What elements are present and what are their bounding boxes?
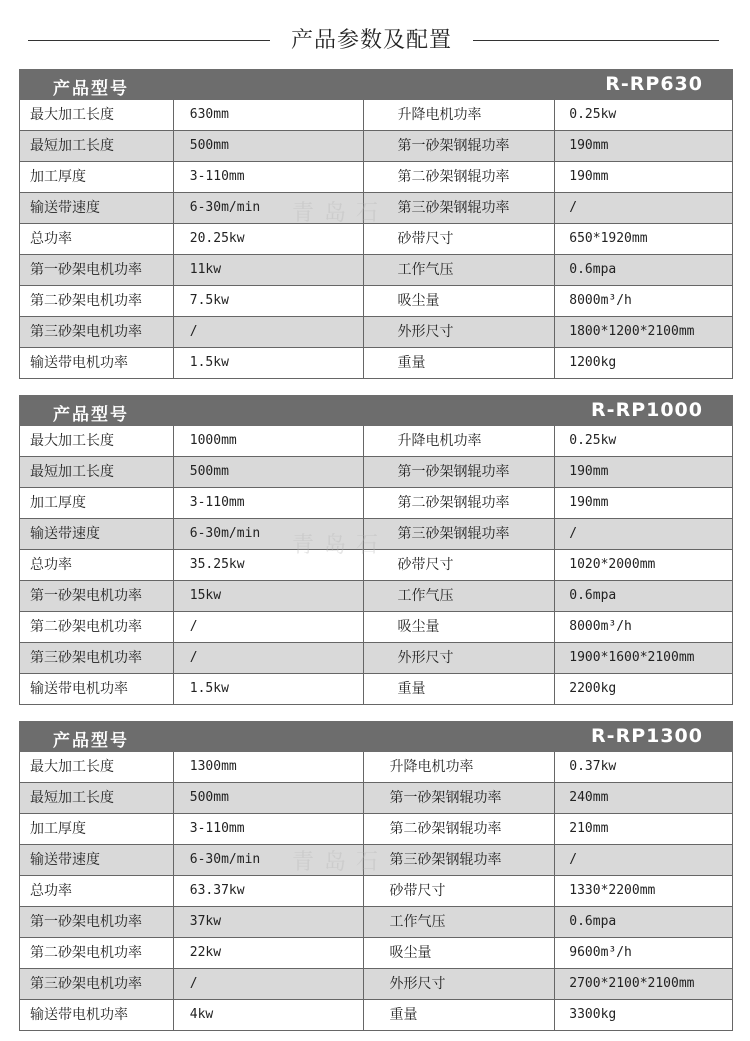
param-label: 第二砂架电机功率 xyxy=(20,612,174,642)
param-label: 第一砂架钢辊功率 xyxy=(364,457,556,487)
param-label: 第一砂架电机功率 xyxy=(20,907,174,937)
table-row xyxy=(19,674,733,705)
param-value: 6-30m/min xyxy=(174,845,364,875)
param-label: 第三砂架钢辊功率 xyxy=(364,519,556,549)
table-row xyxy=(19,317,733,348)
param-label: 第三砂架电机功率 xyxy=(20,643,174,673)
model-header-label: 产品型号 xyxy=(53,405,129,425)
table-header xyxy=(19,721,733,752)
param-label: 输送带速度 xyxy=(20,845,174,875)
param-label: 加工厚度 xyxy=(20,162,174,192)
param-label: 加工厚度 xyxy=(20,814,174,844)
table-header xyxy=(19,69,733,100)
param-value: 8000m³/h xyxy=(555,612,733,642)
param-label: 外形尺寸 xyxy=(364,317,556,347)
table-row xyxy=(19,876,733,907)
param-label: 最大加工长度 xyxy=(20,100,174,130)
param-value: / xyxy=(174,969,364,999)
param-value: 190mm xyxy=(555,162,733,192)
param-value: / xyxy=(555,193,733,223)
param-label: 第二砂架电机功率 xyxy=(20,938,174,968)
param-value: 0.6mpa xyxy=(555,581,733,611)
table-row xyxy=(19,488,733,519)
table-row xyxy=(19,224,733,255)
param-value: 190mm xyxy=(555,457,733,487)
table-row xyxy=(19,426,733,457)
param-label: 第三砂架电机功率 xyxy=(20,317,174,347)
param-label: 总功率 xyxy=(20,224,174,254)
param-value: 0.6mpa xyxy=(555,255,733,285)
table-row xyxy=(19,519,733,550)
param-value: 500mm xyxy=(174,457,364,487)
param-value: 1200kg xyxy=(555,348,733,378)
param-label: 升降电机功率 xyxy=(364,426,556,456)
table-row xyxy=(19,643,733,674)
table-row xyxy=(19,783,733,814)
param-value: 190mm xyxy=(555,131,733,161)
param-label: 第二砂架钢辊功率 xyxy=(364,162,556,192)
param-label: 重量 xyxy=(364,348,556,378)
table-row xyxy=(19,969,733,1000)
param-label: 砂带尺寸 xyxy=(364,876,556,906)
param-value: 63.37kw xyxy=(174,876,364,906)
param-value: 0.25kw xyxy=(555,100,733,130)
param-label: 输送带电机功率 xyxy=(20,1000,174,1030)
param-value: 1020*2000mm xyxy=(555,550,733,580)
param-value: 500mm xyxy=(174,783,364,813)
param-label: 输送带电机功率 xyxy=(20,348,174,378)
param-value: 7.5kw xyxy=(174,286,364,316)
param-label: 输送带电机功率 xyxy=(20,674,174,704)
param-label: 输送带速度 xyxy=(20,519,174,549)
param-value: 20.25kw xyxy=(174,224,364,254)
model-header-label: 产品型号 xyxy=(53,79,129,99)
param-label: 第一砂架电机功率 xyxy=(20,255,174,285)
table-row xyxy=(19,752,733,783)
model-name: R-RP630 xyxy=(605,73,703,95)
spec-table-2 xyxy=(19,395,733,705)
param-label: 工作气压 xyxy=(364,907,556,937)
param-label: 重量 xyxy=(364,674,556,704)
table-row xyxy=(19,255,733,286)
param-label: 最短加工长度 xyxy=(20,131,174,161)
param-label: 工作气压 xyxy=(364,255,556,285)
param-value: 190mm xyxy=(555,488,733,518)
param-value: 0.37kw xyxy=(555,752,733,782)
param-label: 工作气压 xyxy=(364,581,556,611)
header-divider-right xyxy=(473,40,719,41)
table-row xyxy=(19,612,733,643)
param-label: 第一砂架电机功率 xyxy=(20,581,174,611)
param-value: 240mm xyxy=(555,783,733,813)
param-value: 2700*2100*2100mm xyxy=(555,969,733,999)
param-value: 6-30m/min xyxy=(174,193,364,223)
param-label: 第一砂架钢辊功率 xyxy=(364,131,556,161)
table-row xyxy=(19,938,733,969)
watermark: 青岛石 xyxy=(292,850,389,875)
param-label: 第三砂架钢辊功率 xyxy=(364,193,556,223)
param-label: 升降电机功率 xyxy=(364,752,556,782)
param-label: 最短加工长度 xyxy=(20,457,174,487)
param-value: 0.6mpa xyxy=(555,907,733,937)
param-value: / xyxy=(555,845,733,875)
model-name: R-RP1000 xyxy=(591,399,703,421)
table-row xyxy=(19,348,733,379)
param-value: 210mm xyxy=(555,814,733,844)
param-value: 15kw xyxy=(174,581,364,611)
table-row xyxy=(19,193,733,224)
param-value: / xyxy=(555,519,733,549)
table-row xyxy=(19,814,733,845)
table-row xyxy=(19,286,733,317)
param-value: 8000m³/h xyxy=(555,286,733,316)
table-row xyxy=(19,845,733,876)
param-value: 1300mm xyxy=(174,752,364,782)
param-value: 22kw xyxy=(174,938,364,968)
param-label: 最大加工长度 xyxy=(20,752,174,782)
watermark: 青岛石 xyxy=(292,201,389,226)
param-value: 1800*1200*2100mm xyxy=(555,317,733,347)
param-value: 1.5kw xyxy=(174,674,364,704)
model-name: R-RP1300 xyxy=(591,725,703,747)
table-row xyxy=(19,131,733,162)
param-value: 37kw xyxy=(174,907,364,937)
param-value: 1000mm xyxy=(174,426,364,456)
param-label: 重量 xyxy=(364,1000,556,1030)
page-header xyxy=(0,20,750,60)
watermark: 青岛石 xyxy=(292,533,389,558)
table-row xyxy=(19,100,733,131)
table-row xyxy=(19,162,733,193)
param-value: 3-110mm xyxy=(174,162,364,192)
param-label: 第二砂架钢辊功率 xyxy=(364,488,556,518)
param-label: 砂带尺寸 xyxy=(364,550,556,580)
param-value: 4kw xyxy=(174,1000,364,1030)
page-title: 产品参数及配置 xyxy=(290,28,452,53)
model-header-label: 产品型号 xyxy=(53,731,129,751)
param-value: 650*1920mm xyxy=(555,224,733,254)
param-value: 500mm xyxy=(174,131,364,161)
param-label: 第二砂架电机功率 xyxy=(20,286,174,316)
param-value: / xyxy=(174,612,364,642)
param-value: 2200kg xyxy=(555,674,733,704)
param-value: 3300kg xyxy=(555,1000,733,1030)
param-label: 加工厚度 xyxy=(20,488,174,518)
param-value: 6-30m/min xyxy=(174,519,364,549)
param-value: 9600m³/h xyxy=(555,938,733,968)
param-label: 总功率 xyxy=(20,876,174,906)
param-label: 第一砂架钢辊功率 xyxy=(364,783,556,813)
param-value: 0.25kw xyxy=(555,426,733,456)
param-label: 升降电机功率 xyxy=(364,100,556,130)
param-value: 35.25kw xyxy=(174,550,364,580)
param-label: 吸尘量 xyxy=(364,612,556,642)
spec-table-1 xyxy=(19,69,733,379)
param-value: 3-110mm xyxy=(174,488,364,518)
param-label: 第二砂架钢辊功率 xyxy=(364,814,556,844)
param-value: 1.5kw xyxy=(174,348,364,378)
table-row xyxy=(19,550,733,581)
header-divider-left xyxy=(28,40,270,41)
table-header xyxy=(19,395,733,426)
param-value: 630mm xyxy=(174,100,364,130)
param-label: 吸尘量 xyxy=(364,938,556,968)
param-label: 输送带速度 xyxy=(20,193,174,223)
param-value: 1900*1600*2100mm xyxy=(555,643,733,673)
param-label: 砂带尺寸 xyxy=(364,224,556,254)
param-label: 第三砂架电机功率 xyxy=(20,969,174,999)
param-value: 11kw xyxy=(174,255,364,285)
table-row xyxy=(19,457,733,488)
param-value: 3-110mm xyxy=(174,814,364,844)
param-value: / xyxy=(174,317,364,347)
spec-table-3 xyxy=(19,721,733,1031)
param-label: 第三砂架钢辊功率 xyxy=(364,845,556,875)
param-label: 最大加工长度 xyxy=(20,426,174,456)
table-row xyxy=(19,907,733,938)
param-label: 吸尘量 xyxy=(364,286,556,316)
param-label: 最短加工长度 xyxy=(20,783,174,813)
table-row xyxy=(19,581,733,612)
param-value: 1330*2200mm xyxy=(555,876,733,906)
param-value: / xyxy=(174,643,364,673)
param-label: 总功率 xyxy=(20,550,174,580)
param-label: 外形尺寸 xyxy=(364,643,556,673)
table-row xyxy=(19,1000,733,1031)
param-label: 外形尺寸 xyxy=(364,969,556,999)
